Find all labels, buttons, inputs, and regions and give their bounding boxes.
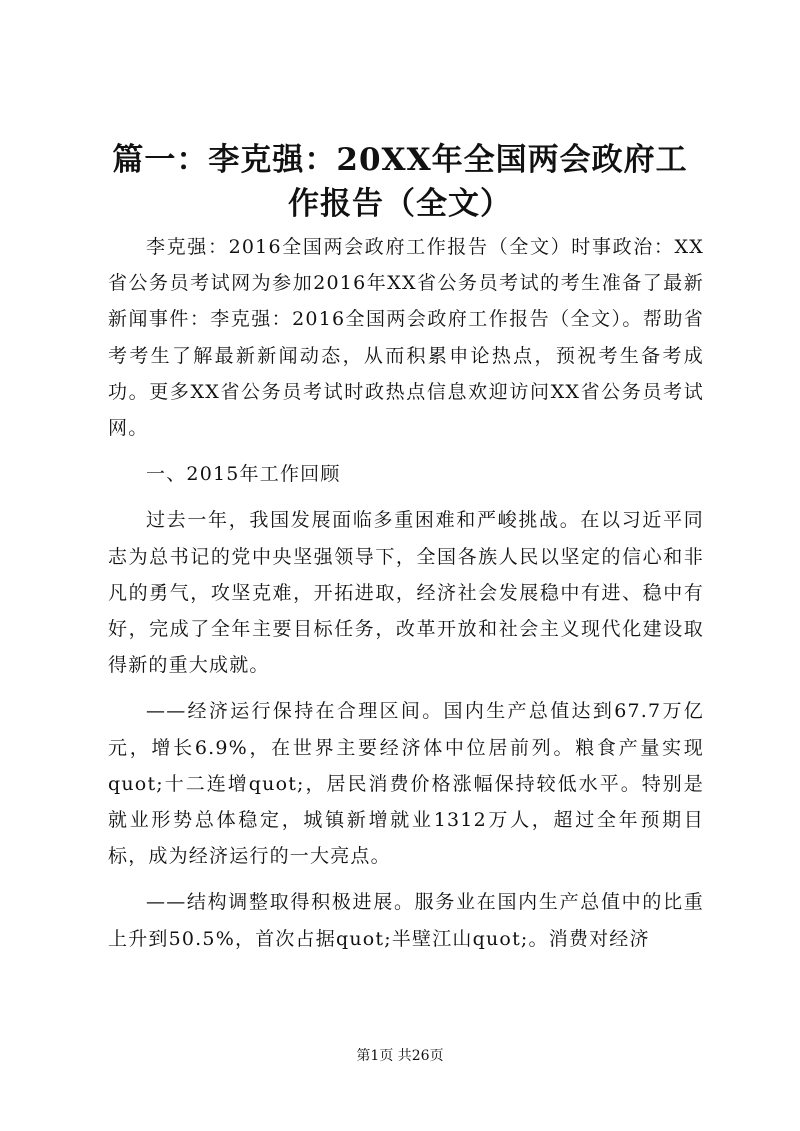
section-heading: 一、2015年工作回顾: [146, 463, 341, 486]
paragraph-review: 过去一年，我国发展面临多重困难和严峻挑战。在以习近平同志为总书记的党中央坚强领导下，全国各族人民以坚定的信心和非凡的勇气，攻坚克难，开拓进取，经济社会发展稳中有进、稳中有好，完成了全年主要目标任务，改革开放和社会主义现代化建设取得新的重大成就。: [108, 509, 704, 677]
document-body: [108, 229, 704, 957]
paragraph-economy: ——经济运行保持在合理区间。国内生产总值达到67.7万亿元，增长6.9%，在世界主要经济体中位居前列。粮食产量实现quot;十二连增quot;，居民消费价格涨幅保持较低水平。特别是就业形势总体稳定，城镇新增就业1312万人，超过全年预期目标，成为经济运行的一大亮点。: [108, 700, 704, 868]
paragraph-structure: ——结构调整取得积极进展。服务业在国内生产总值中的比重上升到50.5%，首次占据quot;半壁江山quot;。消费对经济: [108, 891, 704, 950]
paragraph-intro: 李克强：2016全国两会政府工作报告（全文）时事政治：XX省公务员考试网为参加2016年XX省公务员考试的考生准备了最新新闻事件：李克强：2016全国两会政府工作报告（全文）。帮助省考考生了解最新新闻动态，从而积累申论热点，预祝考生备考成功。更多XX省公务员考试时政热点信息欢迎访问XX省公务员考试网。: [108, 236, 704, 440]
document-title: 篇一：李克强：20XX年全国两会政府工作报告（全文）: [112, 142, 688, 222]
page-number-footer: 第1页 共26页: [356, 1048, 444, 1064]
